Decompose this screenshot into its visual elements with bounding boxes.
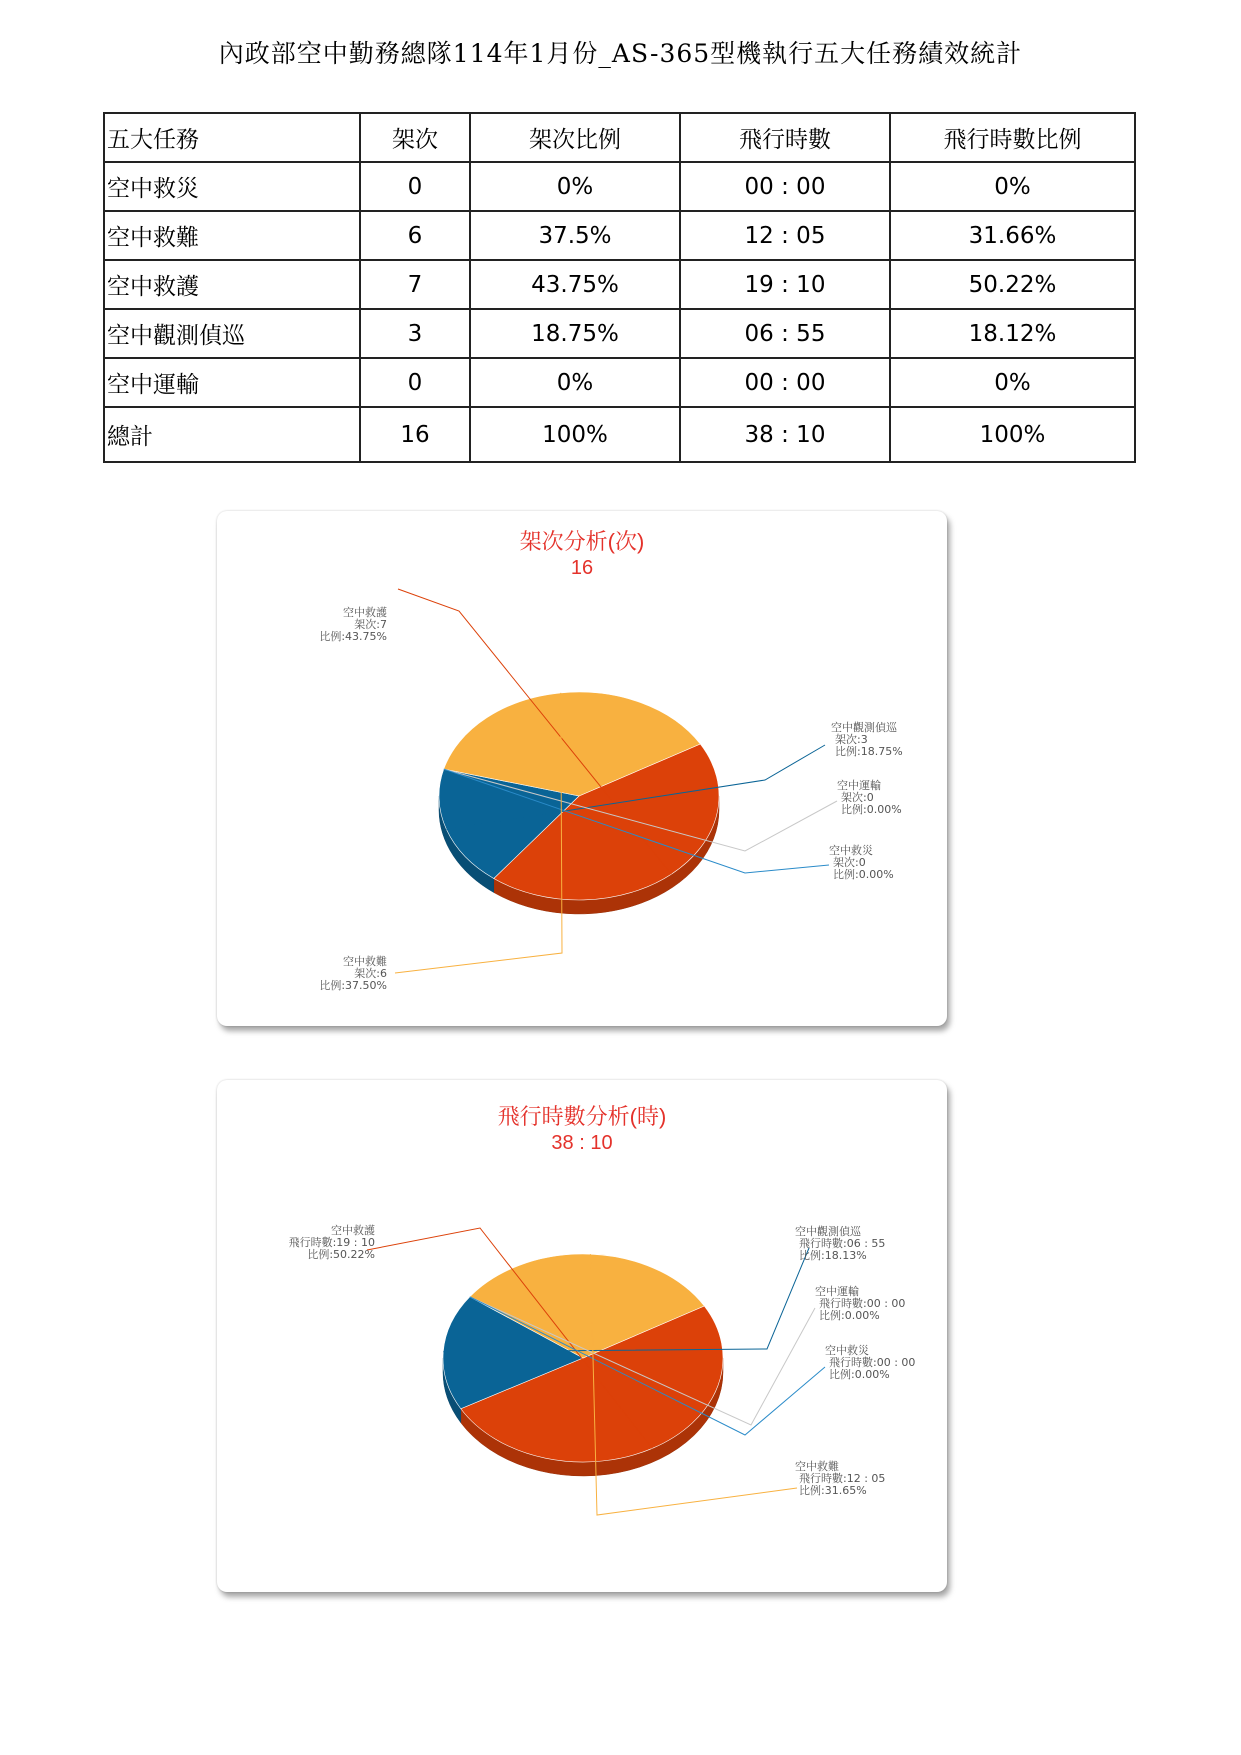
pie-data-label <box>319 954 387 992</box>
pie-data-label-line: 空中觀測偵巡 <box>831 721 897 734</box>
pie-data-label-line: 飛行時數:19 : 10 <box>288 1236 375 1249</box>
table-cell: 100% <box>890 407 1135 462</box>
table-cell: 12 : 05 <box>680 211 890 260</box>
table-cell: 18.12% <box>890 309 1135 358</box>
chart-title: 架次分析(次) <box>519 529 645 554</box>
table-cell: 0% <box>470 162 680 211</box>
pie-data-label-line: 比例:0.00% <box>819 1309 880 1322</box>
pie-data-label-line: 空中救災 <box>825 1344 869 1357</box>
table-cell: 18.75% <box>470 309 680 358</box>
pie-data-label-line: 比例:31.65% <box>799 1484 867 1497</box>
pie-data-label-line: 比例:0.00% <box>833 868 894 881</box>
pie-data-label <box>815 1284 905 1322</box>
header-cell: 架次比例 <box>470 113 680 162</box>
table-cell: 空中救災 <box>104 162 360 211</box>
pie-data-label-line: 飛行時數:12 : 05 <box>799 1472 886 1485</box>
chart-title: 飛行時數分析(時) <box>497 1104 667 1129</box>
pie-data-label <box>289 1223 375 1261</box>
pie-data-label-line: 飛行時數:06 : 55 <box>799 1237 886 1250</box>
header-cell: 五大任務 <box>104 113 360 162</box>
pie-data-label-line: 空中救災 <box>829 844 873 857</box>
pie-data-label-line: 空中救難 <box>795 1460 839 1473</box>
table-total-row <box>104 407 1135 462</box>
pie-data-label-line: 比例:43.75% <box>319 630 387 643</box>
table-cell: 50.22% <box>890 260 1135 309</box>
header-cell: 飛行時數比例 <box>890 113 1135 162</box>
pie-data-label-line: 比例:0.00% <box>841 803 902 816</box>
pie-data-label-line: 架次:0 <box>833 856 866 869</box>
pie-data-label-line: 架次:7 <box>354 618 387 631</box>
chart-total: 38 : 10 <box>551 1132 613 1154</box>
table-cell: 0 <box>360 162 470 211</box>
table-cell: 37.5% <box>470 211 680 260</box>
pie-data-label <box>829 843 894 881</box>
pie-data-label-line: 飛行時數:00 : 00 <box>829 1356 916 1369</box>
pie-data-label <box>837 778 902 816</box>
table-cell: 31.66% <box>890 211 1135 260</box>
pie-data-label-line: 架次:3 <box>835 733 868 746</box>
pie-data-label-line: 空中運輸 <box>837 779 881 792</box>
pie-data-label-line: 空中救難 <box>343 955 387 968</box>
pie-data-label <box>319 605 387 643</box>
table-row <box>104 162 1135 211</box>
pie-data-label-line: 比例:18.13% <box>799 1249 867 1262</box>
pie-data-label-line: 空中運輸 <box>815 1285 859 1298</box>
table-cell: 0% <box>470 358 680 407</box>
header-cell: 架次 <box>360 113 470 162</box>
pie-data-label <box>795 1459 885 1497</box>
table-cell: 6 <box>360 211 470 260</box>
pie-data-label-line: 架次:6 <box>354 967 387 980</box>
table-cell: 7 <box>360 260 470 309</box>
header-cell: 飛行時數 <box>680 113 890 162</box>
pie-data-label <box>831 720 903 758</box>
table-cell: 06 : 55 <box>680 309 890 358</box>
pie-data-label-line: 比例:0.00% <box>829 1368 890 1381</box>
pie-data-label-line: 比例:18.75% <box>835 745 903 758</box>
pie-data-label-line: 飛行時數:00 : 00 <box>819 1297 906 1310</box>
pie-data-label-line: 空中救護 <box>331 1224 375 1237</box>
chart-total: 16 <box>570 557 594 579</box>
table-row <box>104 211 1135 260</box>
table-cell: 空中運輸 <box>104 358 360 407</box>
table-cell: 00 : 00 <box>680 358 890 407</box>
pie-data-label-line: 比例:50.22% <box>307 1248 375 1261</box>
flight-hours-pie-chart <box>217 1080 947 1592</box>
table-cell: 16 <box>360 407 470 462</box>
flight-hours-pie-chart-card <box>217 1080 947 1592</box>
pie-data-label <box>795 1224 885 1262</box>
table-cell: 空中觀測偵巡 <box>104 309 360 358</box>
document-title: 內政部空中勤務總隊114年1月份_AS-365型機執行五大任務績效統計 <box>218 39 1023 68</box>
table-cell: 0% <box>890 162 1135 211</box>
table-cell: 100% <box>470 407 680 462</box>
table-row <box>104 309 1135 358</box>
pie-data-label-line: 架次:0 <box>841 791 874 804</box>
pie-data-label-line: 比例:37.50% <box>319 979 387 992</box>
pie-data-label <box>825 1343 915 1381</box>
table-row <box>104 260 1135 309</box>
table-row <box>104 358 1135 407</box>
table-cell: 0% <box>890 358 1135 407</box>
table-cell: 3 <box>360 309 470 358</box>
table-cell: 0 <box>360 358 470 407</box>
sortie-pie-chart <box>217 511 947 1026</box>
table-cell: 空中救難 <box>104 211 360 260</box>
table-cell: 空中救護 <box>104 260 360 309</box>
table-cell: 38 : 10 <box>680 407 890 462</box>
pie-data-label-line: 空中觀測偵巡 <box>795 1225 861 1238</box>
table-header-row <box>104 113 1135 162</box>
mission-stats-table <box>103 112 1136 463</box>
sortie-pie-chart-card <box>217 511 947 1026</box>
pie-data-label-line: 空中救護 <box>343 606 387 619</box>
table-cell: 00 : 00 <box>680 162 890 211</box>
table-cell: 43.75% <box>470 260 680 309</box>
table-cell: 19 : 10 <box>680 260 890 309</box>
table-cell: 總計 <box>104 407 360 462</box>
